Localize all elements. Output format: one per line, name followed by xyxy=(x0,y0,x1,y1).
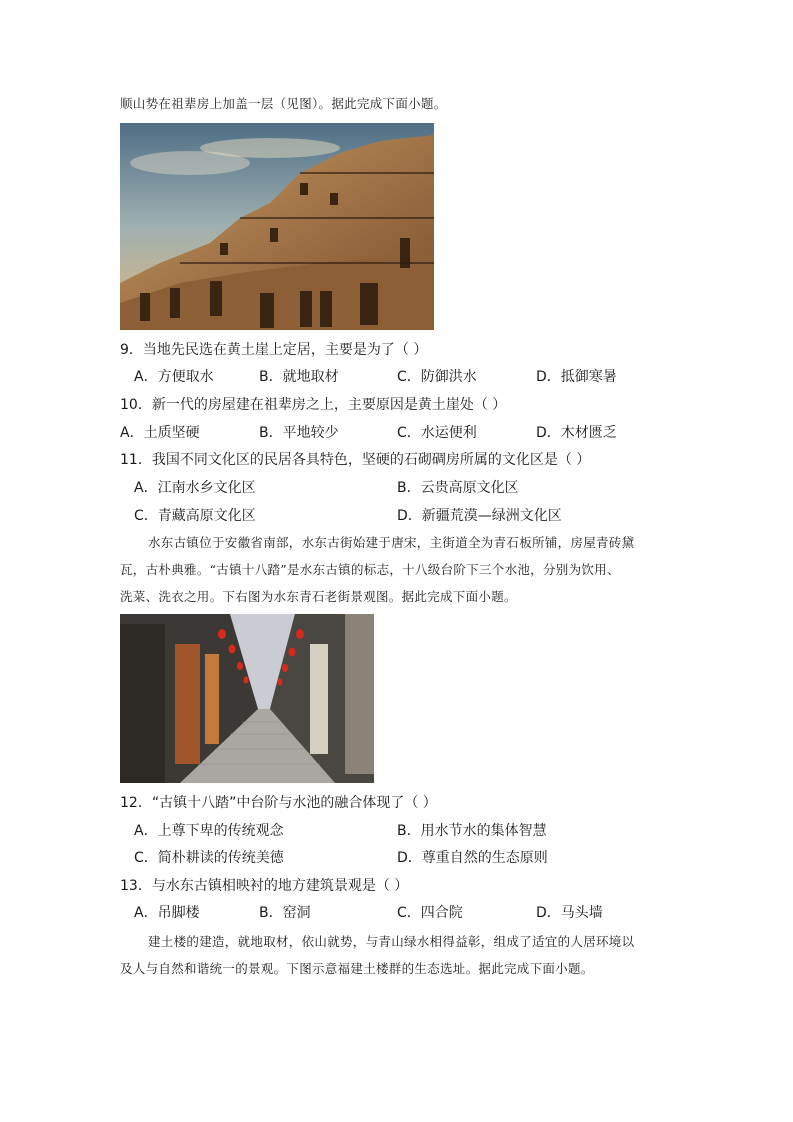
q12-option-b: B．用水节水的集体智慧 xyxy=(397,823,547,839)
q9-option-b: B．就地取材 xyxy=(259,369,339,385)
passage2-line2: 瓦，古朴典雅。“古镇十八踏”是水东古镇的标志，十八级台阶下三个水池，分别为饮用、 xyxy=(120,562,620,577)
q11-option-b: B．云贵高原文化区 xyxy=(397,480,519,496)
passage3-line1: 建土楼的建造，就地取材，依山就势，与青山绿水相得益彰，组成了适宜的人居环境以 xyxy=(148,934,635,949)
q13-option-d: D．马头墙 xyxy=(536,905,603,921)
passage3-line2: 及人与自然和谐统一的景观。下图示意福建土楼群的生态选址。据此完成下面小题。 xyxy=(120,961,594,976)
q13-option-a: A．吊脚楼 xyxy=(134,905,200,921)
passage2-line1: 水东古镇位于安徽省南部，水东古街始建于唐宋，主街道全为青石板所铺，房屋青砖黛 xyxy=(148,535,635,550)
q10-option-a: A．土质坚硬 xyxy=(120,425,200,441)
question-9-stem: 9．当地先民选在黄土崖上定居，主要是为了（ ） xyxy=(120,342,428,358)
q12-option-d: D．尊重自然的生态原则 xyxy=(397,850,548,866)
q9-option-d: D．抵御寒暑 xyxy=(536,369,617,385)
q12-option-a: A．上尊下卑的传统观念 xyxy=(134,823,284,839)
old-street-photo xyxy=(120,614,374,783)
passage2-line3: 洗菜、洗衣之用。下右图为水东青石老街景观图。据此完成下面小题。 xyxy=(120,589,517,604)
question-10-stem: 10．新一代的房屋建在祖辈房之上，主要原因是黄土崖处（ ） xyxy=(120,397,507,413)
q10-option-d: D．木材匮乏 xyxy=(536,425,617,441)
q10-option-b: B．平地较少 xyxy=(259,425,339,441)
question-12-stem: 12．“古镇十八踏”中台阶与水池的融合体现了（ ） xyxy=(120,795,437,811)
q9-option-c: C．防御洪水 xyxy=(397,369,477,385)
q11-option-a: A．江南水乡文化区 xyxy=(134,480,256,496)
intro-text: 顺山势在祖辈房上加盖一层（见图）。据此完成下面小题。 xyxy=(120,96,447,111)
q12-option-c: C．简朴耕读的传统美德 xyxy=(134,850,284,866)
q11-option-d: D．新疆荒漠—绿洲文化区 xyxy=(397,508,562,524)
question-13-stem: 13．与水东古镇相映衬的地方建筑景观是（ ） xyxy=(120,878,409,894)
q9-option-a: A．方便取水 xyxy=(134,369,214,385)
q11-option-c: C．青藏高原文化区 xyxy=(134,508,256,524)
q13-option-c: C．四合院 xyxy=(397,905,463,921)
q13-option-b: B．窑洞 xyxy=(259,905,311,921)
q10-option-c: C．水运便利 xyxy=(397,425,477,441)
cliff-dwelling-photo xyxy=(120,123,434,330)
question-11-stem: 11．我国不同文化区的民居各具特色，坚硬的石砌碉房所属的文化区是（ ） xyxy=(120,452,591,468)
